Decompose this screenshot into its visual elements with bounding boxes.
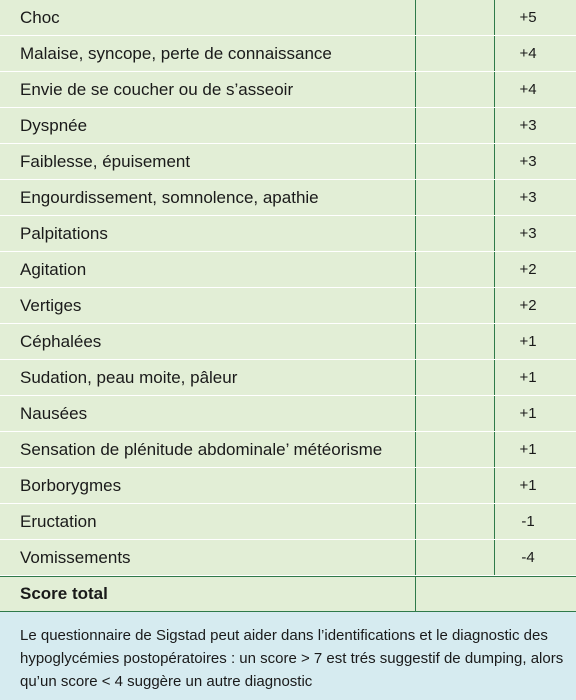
score-value: +1 [519, 405, 537, 422]
symptom-label: Engourdissement, somnolence, apathie [20, 188, 319, 207]
table-row [0, 504, 576, 540]
symptom-label: Faiblesse, épuisement [20, 152, 191, 171]
score-value: +1 [519, 333, 537, 350]
score-value: +2 [519, 297, 537, 314]
score-value: +4 [519, 81, 537, 98]
table-row [0, 180, 576, 216]
symptom-label: Borborygmes [20, 476, 122, 495]
score-value: +3 [519, 225, 537, 242]
symptom-label: Vomissements [20, 548, 131, 567]
table-row [0, 108, 576, 144]
table-row [0, 540, 576, 576]
table-row [0, 288, 576, 324]
table-row [0, 252, 576, 288]
table-row [0, 360, 576, 396]
table-row [0, 0, 576, 36]
score-value: +5 [519, 9, 537, 26]
score-value: +3 [519, 153, 537, 170]
score-value: +1 [519, 441, 537, 458]
symptom-label: Céphalées [20, 332, 102, 351]
symptom-label: Choc [20, 8, 60, 27]
symptom-label: Nausées [20, 404, 88, 423]
symptom-label: Dyspnée [20, 116, 88, 135]
symptom-label: Envie de se coucher ou de s’asseoir [20, 80, 294, 99]
score-value: -4 [521, 549, 535, 566]
table-row [0, 144, 576, 180]
score-value: +4 [519, 45, 537, 62]
symptom-label: Malaise, syncope, perte de connaissance [20, 44, 332, 63]
table-row [0, 324, 576, 360]
note-text: Le questionnaire de Sigstad peut aider dans l’identifications et le diagnostic des hypoglycémies postopératoires : un score > 7 est trés suggestif de dumping, alors qu’un score < 4 suggère un autre diagnostic [20, 627, 564, 690]
note-box [0, 612, 576, 700]
symptom-label: Sensation de plénitude abdominale’ météorisme [20, 440, 383, 459]
table-row [0, 432, 576, 468]
symptom-label: Palpitations [20, 224, 108, 243]
score-value: +3 [519, 117, 537, 134]
symptom-label: Vertiges [20, 296, 82, 315]
symptom-label: Eructation [20, 512, 97, 531]
score-value: +1 [519, 369, 537, 386]
total-row [0, 576, 576, 612]
symptom-label: Agitation [20, 260, 87, 279]
score-value: -1 [521, 513, 535, 530]
total-label: Score total [20, 584, 108, 603]
table-row [0, 468, 576, 504]
table-row [0, 36, 576, 72]
table-row [0, 396, 576, 432]
table-row [0, 72, 576, 108]
score-value: +3 [519, 189, 537, 206]
symptom-label: Sudation, peau moite, pâleur [20, 368, 238, 387]
table-row [0, 216, 576, 252]
column-divider-1 [415, 577, 416, 611]
score-value: +1 [519, 477, 537, 494]
score-value: +2 [519, 261, 537, 278]
